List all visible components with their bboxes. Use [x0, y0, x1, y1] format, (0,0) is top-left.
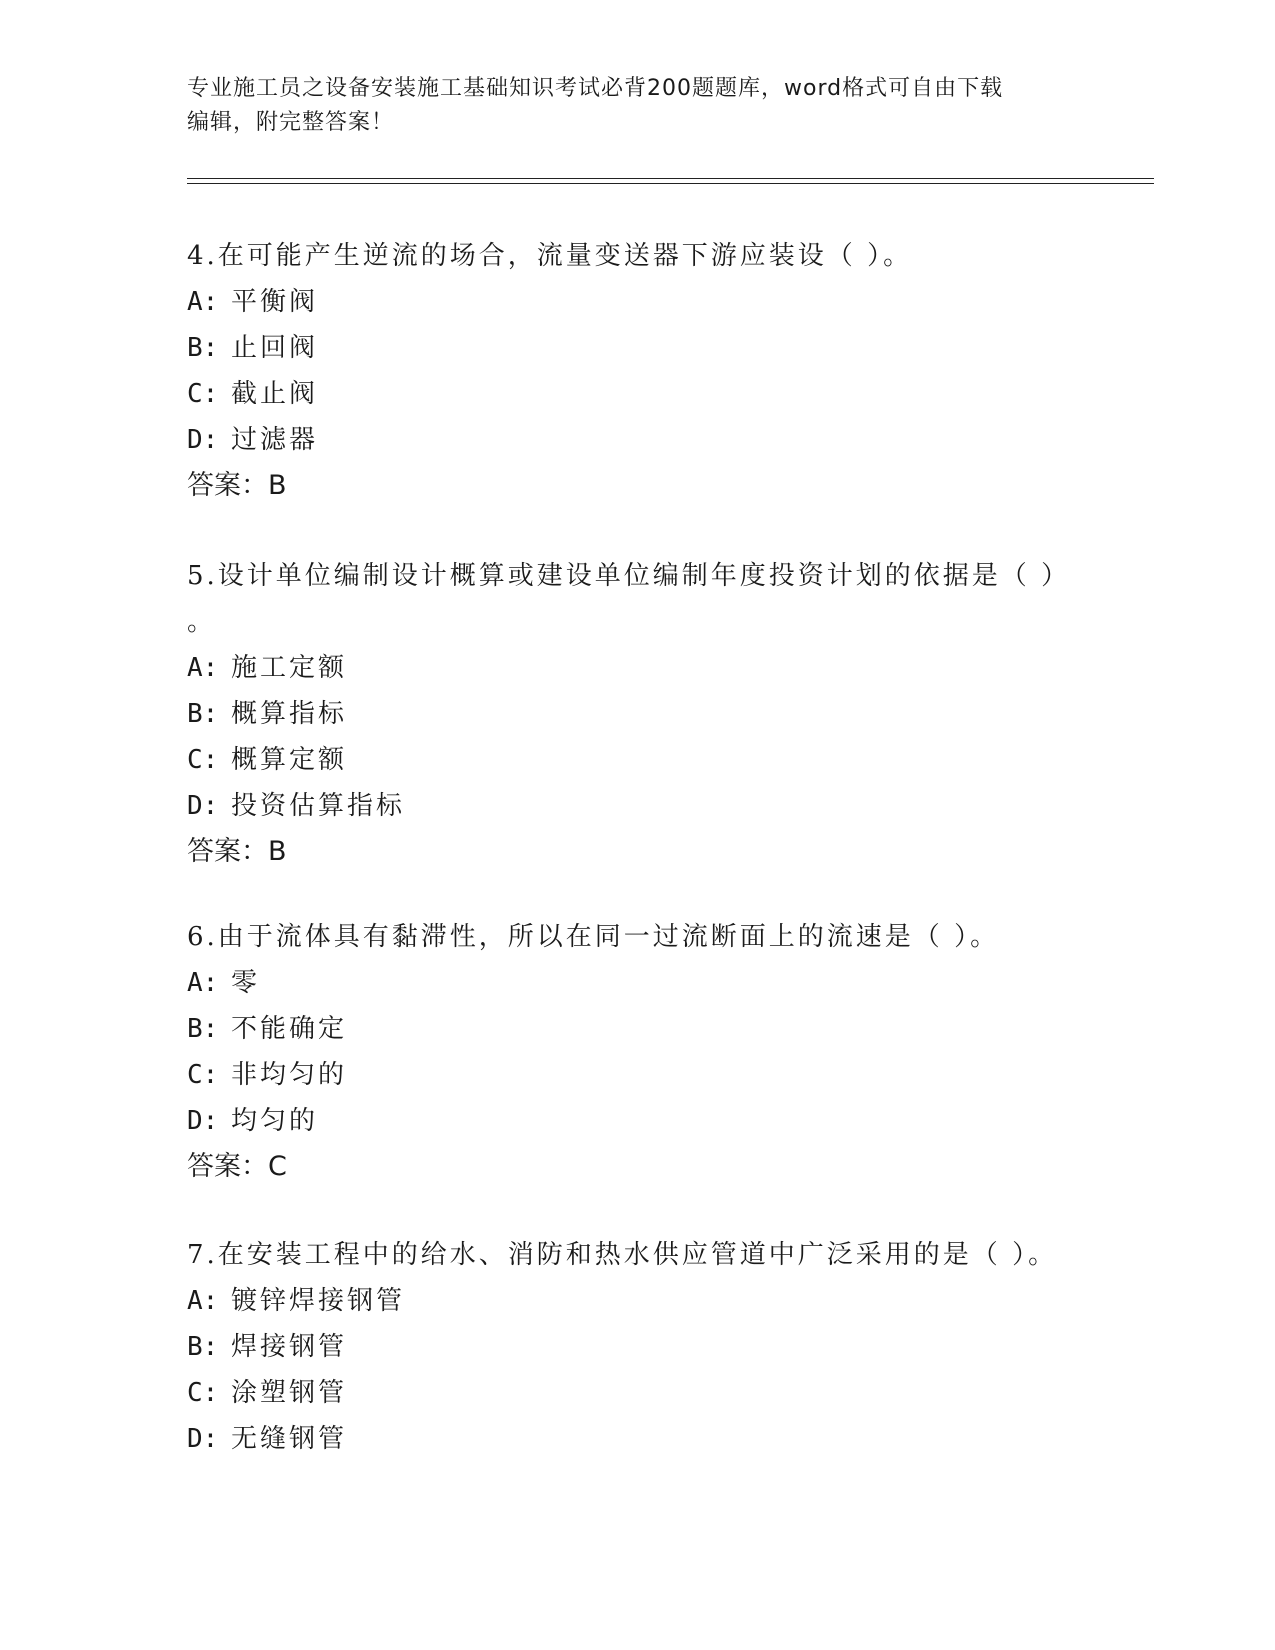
- header-divider-bottom: [187, 183, 1154, 184]
- option-c: [187, 737, 1067, 783]
- option-text: 焊接钢管: [231, 1332, 348, 1362]
- option-letter: D:: [187, 791, 219, 821]
- option-letter: B:: [187, 1332, 219, 1362]
- option-b: [187, 1006, 1067, 1052]
- option-letter: C:: [187, 1060, 219, 1090]
- option-letter: C:: [187, 1378, 219, 1408]
- header-divider-top: [187, 178, 1154, 179]
- question-stem: 6.由于流体具有黏滞性，所以在同一过流断面上的流速是（ ）。: [187, 922, 1000, 952]
- option-letter: B:: [187, 699, 219, 729]
- option-letter: A:: [187, 653, 219, 683]
- option-letter: D:: [187, 1106, 219, 1136]
- question-7: [187, 1232, 1067, 1462]
- option-c: [187, 1052, 1067, 1098]
- option-text: 非均匀的: [231, 1060, 348, 1090]
- header-line-1: 专业施工员之设备安装施工基础知识考试必背200题题库，word格式可自由下载: [187, 76, 1004, 101]
- option-text: 投资估算指标: [231, 791, 406, 821]
- document-header: [187, 72, 1087, 140]
- question-stem: 5.设计单位编制设计概算或建设单位编制年度投资计划的依据是（ ）: [187, 561, 1071, 591]
- option-letter: A:: [187, 287, 219, 317]
- option-b: [187, 325, 1067, 371]
- option-c: [187, 1370, 1067, 1416]
- answer-line: 答案：B: [187, 836, 287, 867]
- option-text: 止回阀: [231, 333, 319, 363]
- option-a: [187, 645, 1067, 691]
- option-text: 截止阀: [231, 379, 319, 409]
- option-a: [187, 279, 1067, 325]
- question-5: [187, 553, 1071, 875]
- option-text: 过滤器: [231, 425, 319, 455]
- option-d: [187, 783, 1067, 829]
- option-letter: B:: [187, 1014, 219, 1044]
- option-letter: C:: [187, 745, 219, 775]
- option-c: [187, 371, 1067, 417]
- option-text: 平衡阀: [231, 287, 319, 317]
- option-text: 不能确定: [231, 1014, 348, 1044]
- option-a: [187, 960, 1067, 1006]
- option-d: [187, 1416, 1067, 1462]
- answer-line: 答案：B: [187, 470, 287, 501]
- option-letter: D:: [187, 425, 219, 455]
- answer-line: 答案：C: [187, 1151, 287, 1182]
- question-stem: 4.在可能产生逆流的场合，流量变送器下游应装设（ ）。: [187, 241, 913, 271]
- option-d: [187, 417, 1067, 463]
- option-letter: C:: [187, 379, 219, 409]
- option-letter: B:: [187, 333, 219, 363]
- option-text: 概算指标: [231, 699, 348, 729]
- option-text: 施工定额: [231, 653, 348, 683]
- option-b: [187, 1324, 1067, 1370]
- option-text: 零: [231, 968, 261, 998]
- question-4: [187, 233, 1067, 509]
- option-letter: A:: [187, 1286, 219, 1316]
- option-letter: D:: [187, 1424, 219, 1454]
- option-b: [187, 691, 1067, 737]
- option-d: [187, 1098, 1067, 1144]
- option-text: 涂塑钢管: [231, 1378, 348, 1408]
- question-6: [187, 914, 1067, 1190]
- option-text: 概算定额: [231, 745, 348, 775]
- option-a: [187, 1278, 1067, 1324]
- header-line-2: 编辑，附完整答案！: [187, 110, 395, 135]
- option-text: 均匀的: [231, 1106, 319, 1136]
- option-letter: A:: [187, 968, 219, 998]
- option-text: 无缝钢管: [231, 1424, 348, 1454]
- question-stem-continuation: 。: [187, 607, 217, 637]
- option-text: 镀锌焊接钢管: [231, 1286, 406, 1316]
- question-stem: 7.在安装工程中的给水、消防和热水供应管道中广泛采用的是（ ）。: [187, 1240, 1058, 1270]
